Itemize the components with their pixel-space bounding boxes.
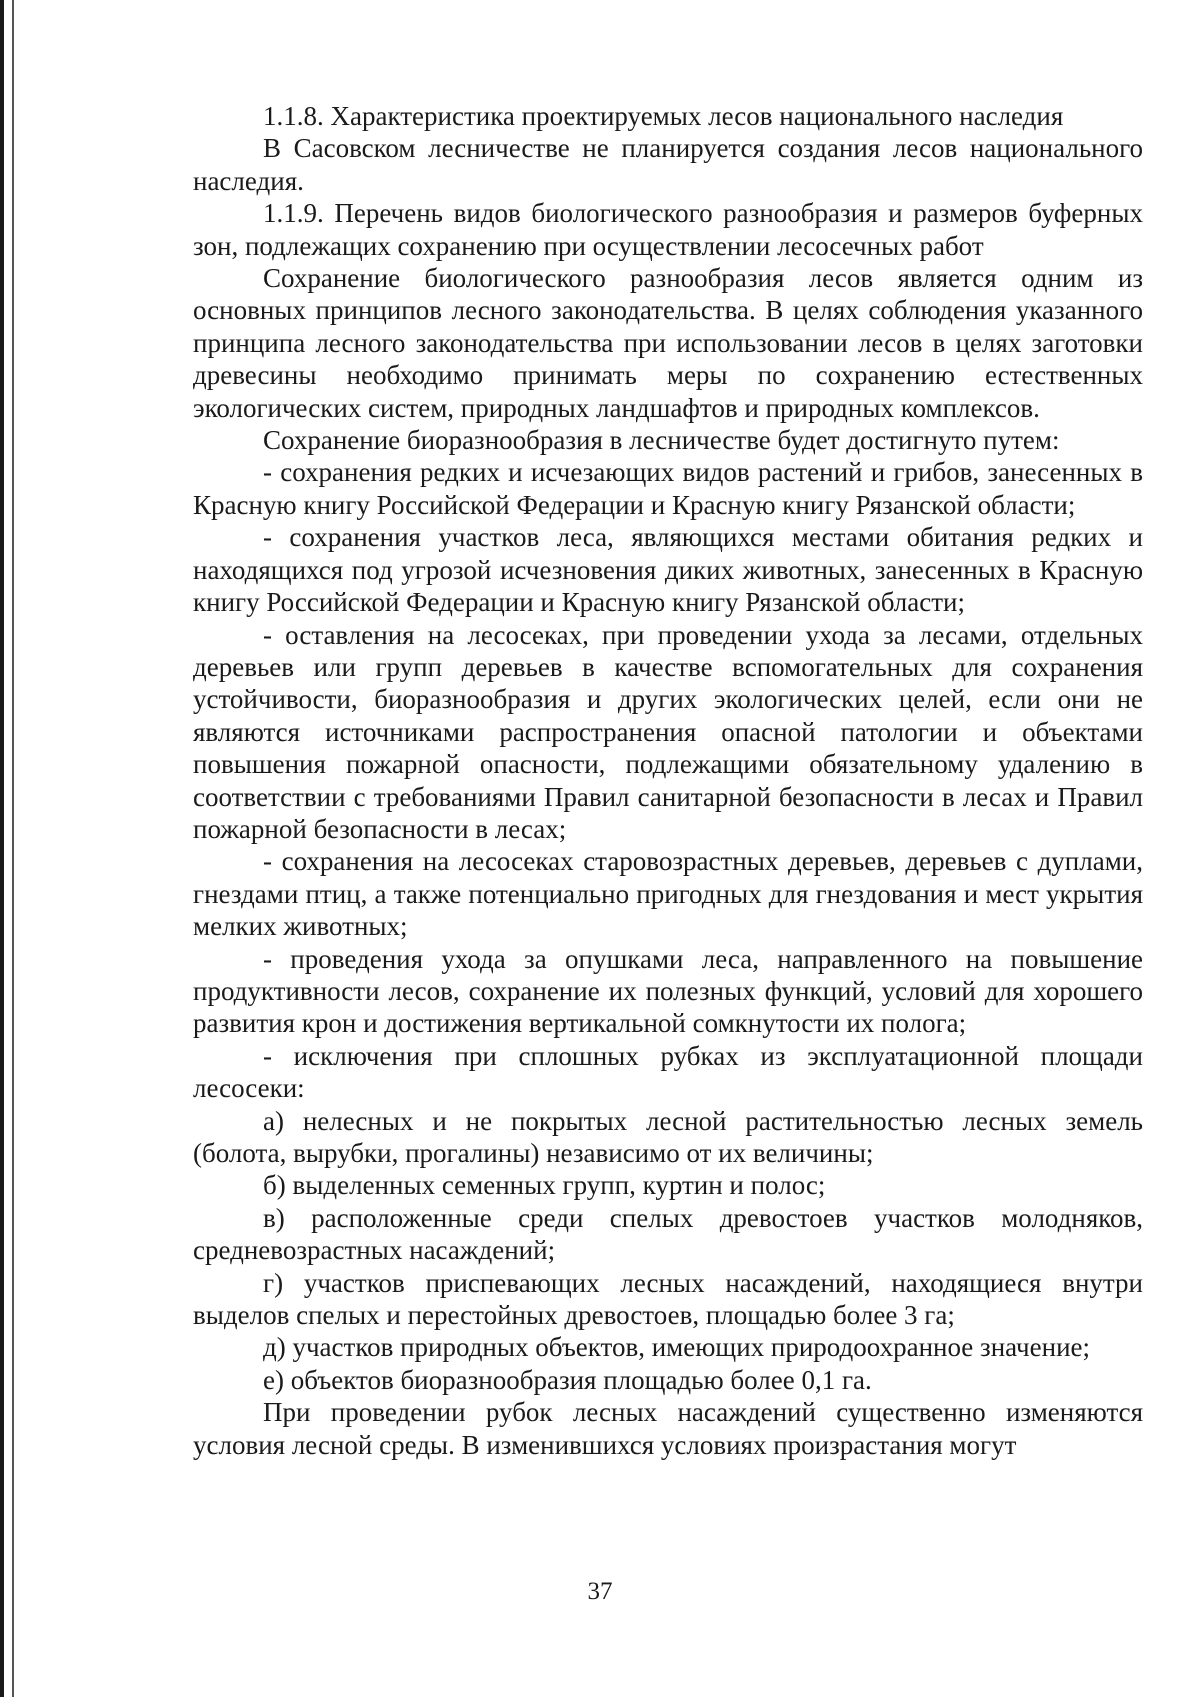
scan-edge-line	[0, 0, 4, 1697]
sub-list-item: е) объектов биоразнообразия площадью более 0,1 га.	[263, 1364, 872, 1395]
list-item: - оставления на лесосеках, при проведении ухода за лесами, отдельных деревьев или групп деревьев в качестве вспомогательных для сохранения устойчивости, биоразнообразия и других экологических целей, если они не являются источниками распространения опасной патологии и объектами повышения пожарной опасности, подлежащими обязательному удалению в соответствии с требованиями Правил санитарной безопасности в лесах и Правил пожарной безопасности в лесах;	[193, 619, 1143, 844]
paragraph: Сохранение биологического разнообразия лесов является одним из основных принципов лесного законодательства. В целях соблюдения указанного принципа лесного законодательства при использовании лесов в целях заготовки древесины необходимо принимать меры по сохранению естественных экологических систем, природных ландшафтов и природных комплексов.	[193, 263, 1143, 423]
list-item: - сохранения на лесосеках старовозрастных деревьев, деревьев с дуплами, гнездами птиц, а также потенциально пригодных для гнездования и мест укрытия мелких животных;	[193, 846, 1143, 942]
page-number: 37	[587, 1578, 613, 1605]
list-item: - исключения при сплошных рубках из эксплуатационной площади лесосеки:	[193, 1040, 1143, 1104]
section-heading-1-1-9: 1.1.9. Перечень видов биологического разнообразия и размеров буферных зон, подлежащих сохранению при осуществлении лесосечных работ	[193, 198, 1143, 261]
sub-list-item: д) участков природных объектов, имеющих природоохранное значение;	[263, 1332, 1091, 1363]
section-heading-1-1-8: 1.1.8. Характеристика проектируемых лесов национального наследия	[263, 101, 1064, 131]
sub-list-item: г) участков приспевающих лесных насаждений, находящиеся внутри выделов спелых и перестойных древостоев, площадью более 3 га;	[193, 1267, 1143, 1331]
list-item: - сохранения участков леса, являющихся местами обитания редких и находящихся под угрозой исчезновения диких животных, занесенных в Красную книгу Российской Федерации и Красную книгу Рязанской области;	[193, 522, 1143, 618]
paragraph: Сохранение биоразнообразия в лесничестве будет достигнуто путем:	[263, 425, 1060, 456]
list-item: - проведения ухода за опушками леса, направленного на повышение продуктивности лесов, сохранение их полезных функций, условий для хорошего развития крон и достижения вертикальной сомкнутости их полога;	[193, 943, 1143, 1039]
paragraph: При проведении рубок лесных насаждений существенно изменяются условия лесной среды. В изменившихся условиях произрастания могут	[193, 1397, 1143, 1460]
sub-list-item: б) выделенных семенных групп, куртин и полос;	[263, 1170, 826, 1201]
paragraph: В Сасовском лесничестве не планируется создания лесов национального наследия.	[193, 133, 1143, 196]
scan-edge-line-secondary	[12, 0, 14, 1697]
document-body	[193, 100, 1143, 1461]
sub-list-item: а) нелесных и не покрытых лесной растительностью лесных земель (болота, вырубки, прогалины) независимо от их величины;	[193, 1105, 1143, 1168]
list-item: - сохранения редких и исчезающих видов растений и грибов, занесенных в Красную книгу Российской Федерации и Красную книгу Рязанской области;	[193, 457, 1143, 520]
sub-list-item: в) расположенные среди спелых древостоев участков молодняков, средневозрастных насаждений;	[193, 1202, 1143, 1266]
